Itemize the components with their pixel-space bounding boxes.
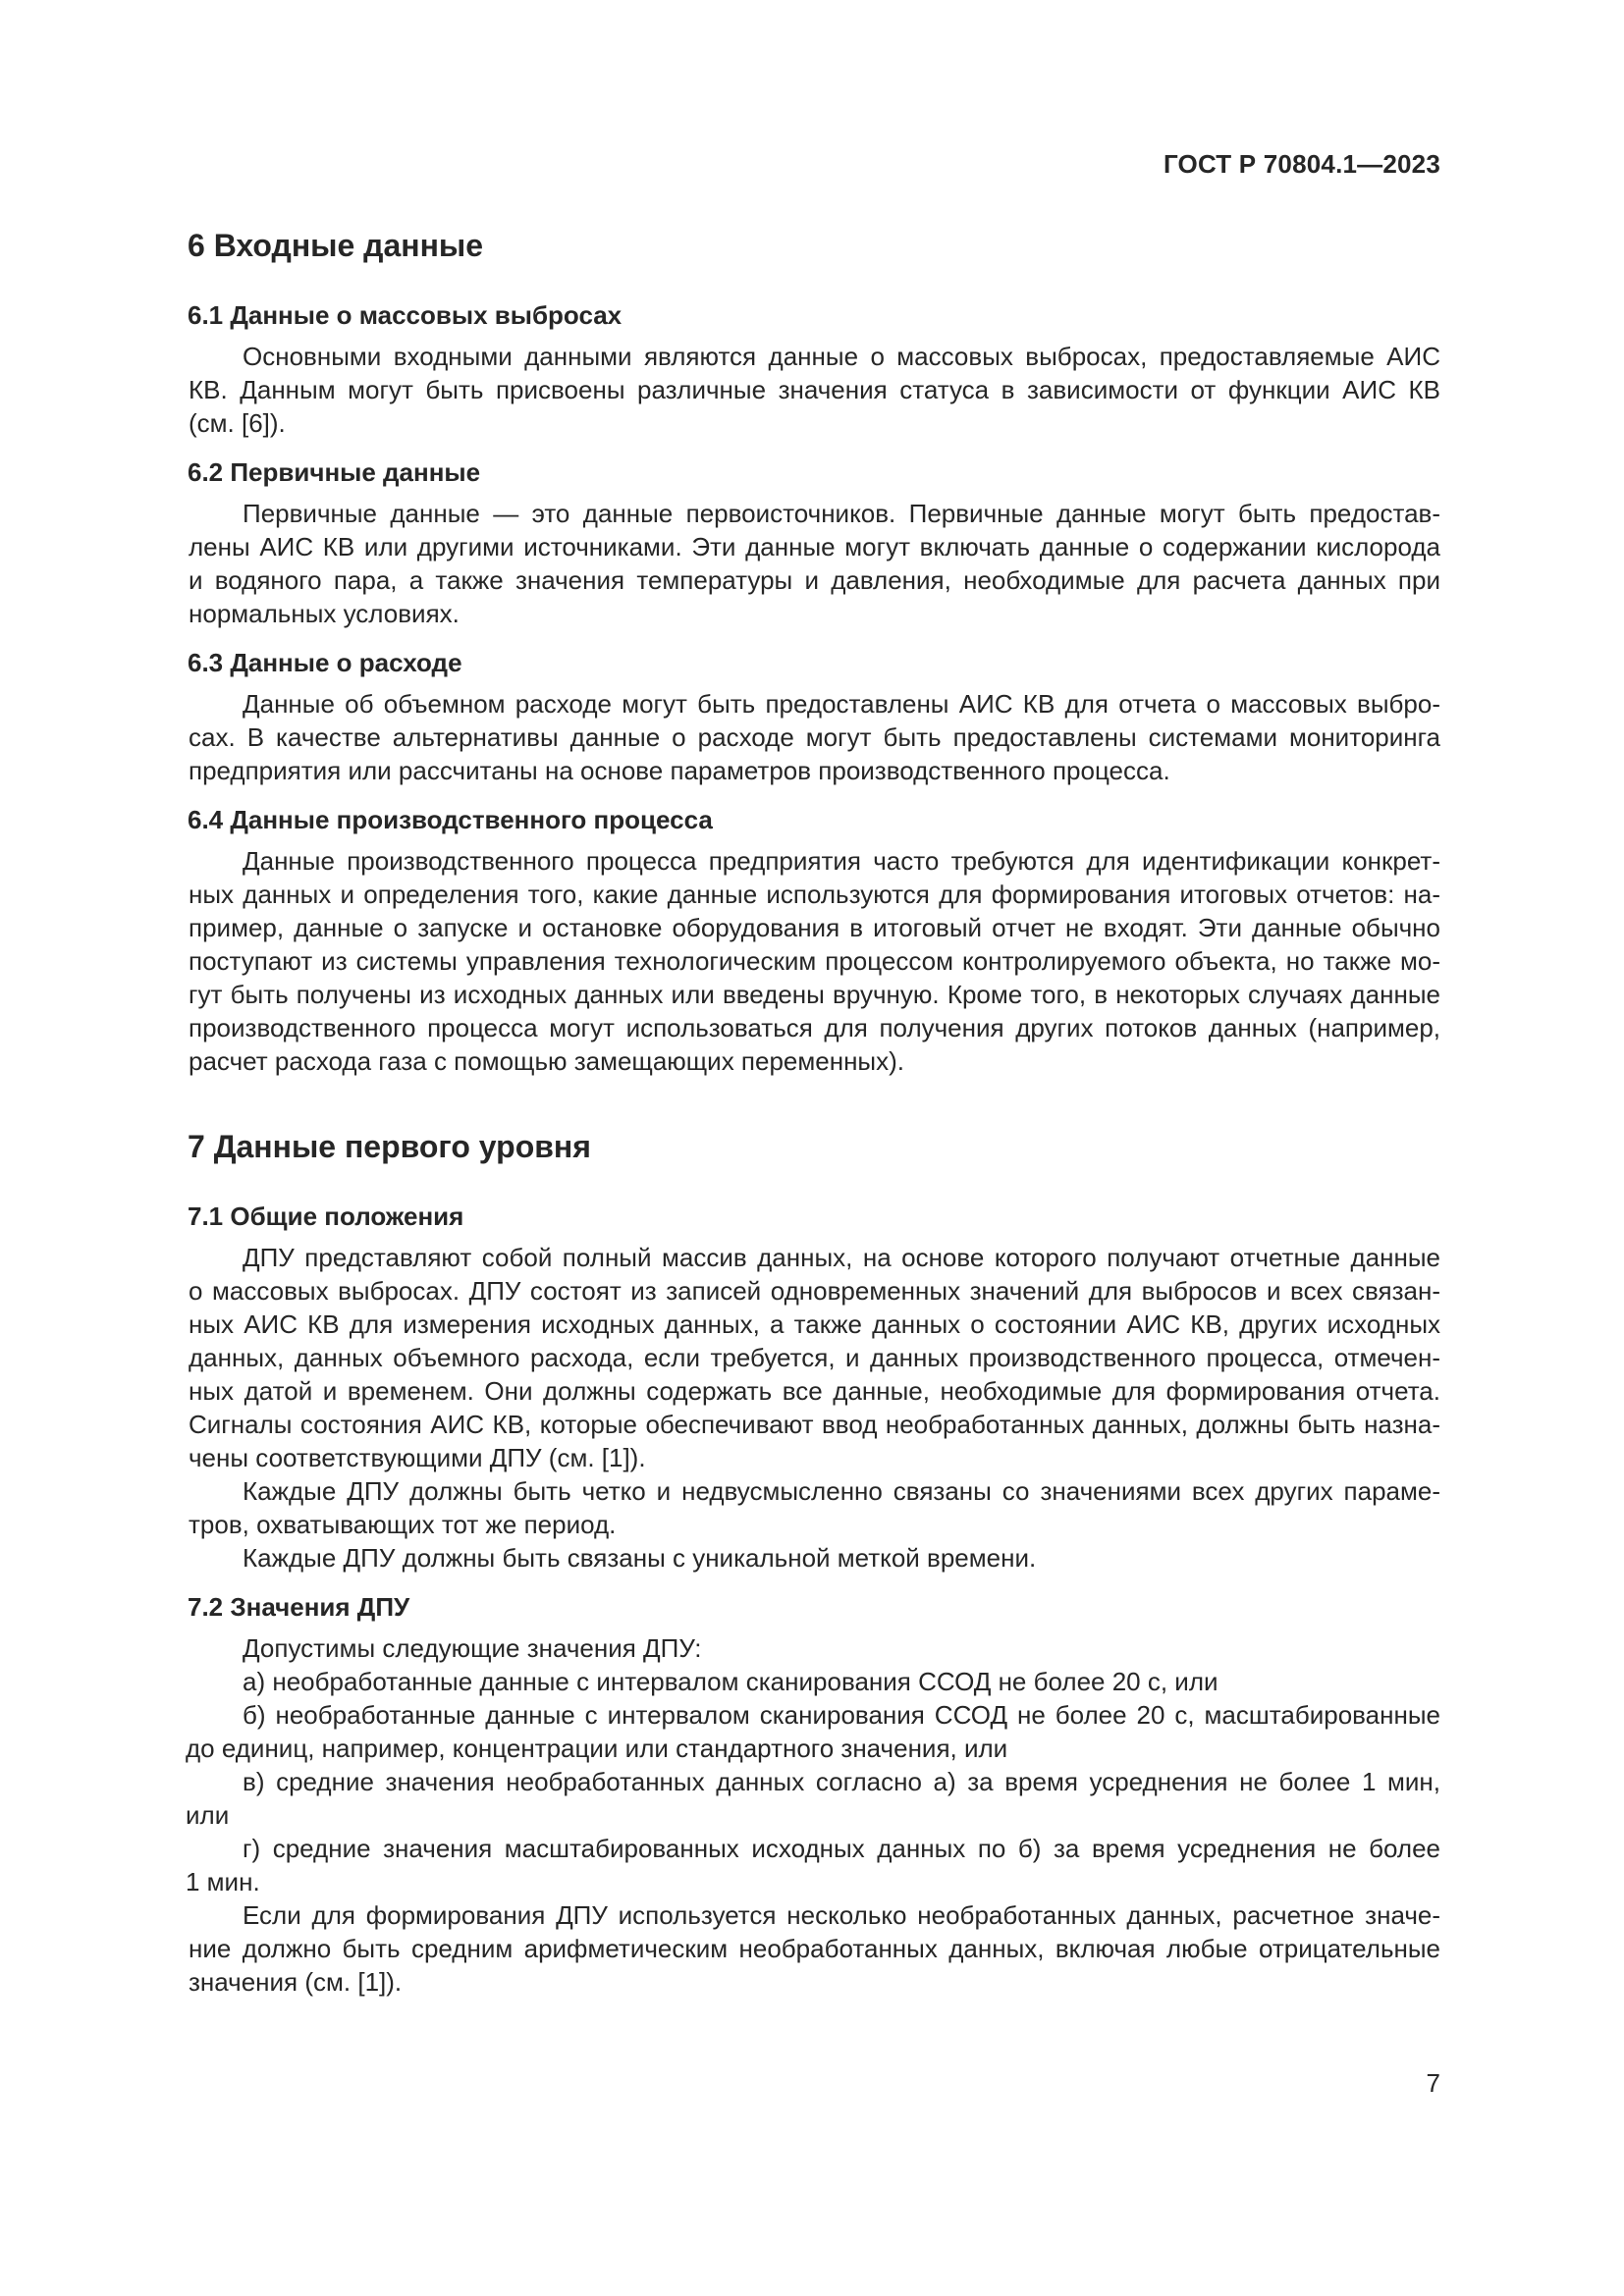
page-number: 7 (1426, 2068, 1440, 2098)
list-item-c (186, 1765, 1440, 1832)
paragraph-line: Каждые ДПУ должны быть четко и недвусмысленно связаны со значениями всех других параме- (243, 1476, 1440, 1506)
list-line: 1 мин. (186, 1867, 260, 1896)
paragraph-line: предприятия или рассчитаны на основе параметров производственного процесса. (189, 756, 1170, 785)
list-item-d (186, 1832, 1440, 1898)
section-6-3-title: 6.3 Данные о расходе (188, 648, 462, 677)
paragraph-7-1-2 (186, 1474, 1440, 1541)
list-line: в) средние значения необработанных данных согласно а) за время усреднения не более 1 мин, (243, 1767, 1440, 1796)
paragraph-line: ние должно быть средним арифметическим необработанных данных, включая любые отрицательные (189, 1934, 1440, 1963)
list-line: до единиц, например, концентрации или стандартного значения, или (186, 1734, 1008, 1763)
paragraph-line: ных датой и временем. Они должны содержать все данные, необходимые для формирования отчета. (189, 1376, 1440, 1406)
document-content (186, 222, 1440, 1999)
paragraph-line: данных, данных объемного расхода, если требуется, и данных производственного процесса, отмечен- (189, 1343, 1440, 1372)
paragraph-line: ных АИС КВ для измерения исходных данных, а также данных о состоянии АИС КВ, других исходных (189, 1309, 1440, 1339)
paragraph-6-1 (186, 340, 1440, 440)
paragraph-line: Если для формирования ДПУ используется несколько необработанных данных, расчетное значе- (243, 1900, 1440, 1930)
paragraph-6-2 (186, 497, 1440, 630)
section-6-4-title: 6.4 Данные производственного процесса (188, 805, 713, 834)
section-6-1-title: 6.1 Данные о массовых выбросах (188, 300, 623, 330)
paragraph-line: лены АИС КВ или другими источниками. Эти данные могут включать данные о содержании кислорода (189, 532, 1440, 561)
paragraph-line: гут быть получены из исходных данных или введены вручную. Кроме того, в некоторых случаях данные (189, 980, 1440, 1009)
section-6-2-title: 6.2 Первичные данные (188, 457, 481, 487)
list-line: г) средние значения масштабированных исходных данных по б) за время усреднения не более (243, 1834, 1440, 1863)
paragraph-line: Данные производственного процесса предприятия часто требуются для идентификации конкрет- (243, 846, 1440, 876)
section-7-2-title: 7.2 Значения ДПУ (188, 1592, 410, 1622)
paragraph-line: производственного процесса могут использоваться для получения других потоков данных (например, (189, 1013, 1440, 1042)
list-line: а) необработанные данные с интервалом сканирования ССОД не более 20 с, или (243, 1667, 1218, 1696)
paragraph-line: Сигналы состояния АИС КВ, которые обеспечивают ввод необработанных данных, должны быть назна- (189, 1410, 1440, 1439)
paragraph-line: нормальных условиях. (189, 599, 460, 628)
paragraph-line: тров, охватывающих тот же период. (189, 1510, 617, 1539)
paragraph-7-2-outro (186, 1898, 1440, 1999)
paragraph-line: чены соответствующими ДПУ (см. [1]). (189, 1443, 646, 1472)
paragraph-line: сах. В качестве альтернативы данные о расходе могут быть предоставлены системами мониторинга (189, 722, 1440, 752)
paragraph-6-3 (186, 687, 1440, 787)
list-item-b (186, 1698, 1440, 1765)
list-intro: Допустимы следующие значения ДПУ: (243, 1633, 702, 1663)
list-item-a (186, 1665, 1440, 1698)
document-code-header: ГОСТ Р 70804.1—2023 (1163, 149, 1440, 179)
paragraph-7-1-1 (186, 1241, 1440, 1474)
paragraph-line: ДПУ представляют собой полный массив данных, на основе которого получают отчетные данные (243, 1243, 1440, 1272)
paragraph-line: КВ. Данным могут быть присвоены различные значения статуса в зависимости от функции АИС КВ (189, 375, 1440, 404)
paragraph-line: ных данных и определения того, какие данные используются для формирования итоговых отчетов: на- (189, 880, 1440, 909)
list-line: б) необработанные данные с интервалом сканирования ССОД не более 20 с, масштабированные (243, 1700, 1440, 1730)
paragraph-line: Первичные данные — это данные первоисточников. Первичные данные могут быть предостав- (243, 499, 1440, 528)
paragraph-line: Каждые ДПУ должны быть связаны с уникальной меткой времени. (243, 1543, 1037, 1573)
paragraph-line: пример, данные о запуске и остановке оборудования в итоговый отчет не входят. Эти данные обычно (189, 913, 1440, 942)
section-7-1-title: 7.1 Общие положения (188, 1201, 464, 1231)
section-7-title: 7 Данные первого уровня (188, 1129, 591, 1164)
paragraph-line: значения (см. [1]). (189, 1967, 403, 1997)
section-6-title: 6 Входные данные (188, 228, 484, 263)
paragraph-line: Основными входными данными являются данные о массовых выбросах, предоставляемые АИС (243, 342, 1440, 371)
paragraph-line: о массовых выбросах. ДПУ состоят из записей одновременных значений для выбросов и всех связан- (189, 1276, 1440, 1306)
paragraph-line: Данные об объемном расходе могут быть предоставлены АИС КВ для отчета о массовых выбро- (243, 689, 1440, 719)
paragraph-line: и водяного пара, а также значения температуры и давления, необходимые для расчета данных при (189, 565, 1440, 595)
paragraph-line: поступают из системы управления технологическим процессом контролируемого объекта, но также мо- (189, 946, 1440, 976)
paragraph-line: расчет расхода газа с помощью замещающих переменных). (189, 1046, 905, 1076)
paragraph-6-4 (186, 844, 1440, 1078)
list-line: или (186, 1800, 230, 1830)
paragraph-7-1-3 (186, 1541, 1440, 1575)
paragraph-line: (см. [6]). (189, 408, 286, 438)
